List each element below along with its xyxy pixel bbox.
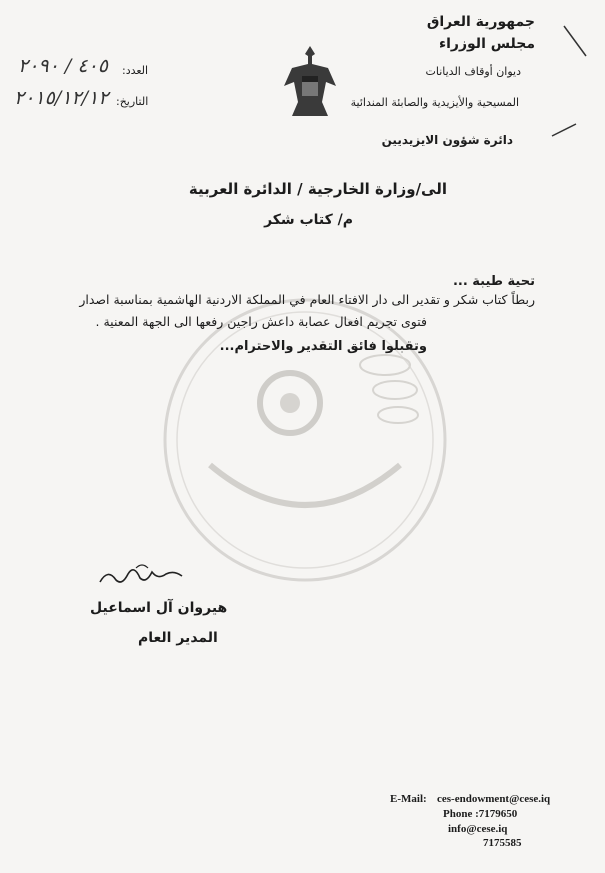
signatory-title: المدير العام — [138, 630, 218, 646]
watermark-seal — [150, 285, 460, 595]
date-value: ٢٠١٥/١٢/١٢ — [14, 87, 109, 109]
iraq-eagle-emblem-icon — [282, 42, 338, 122]
body-line-1: ربطاً كتاب شكر و تقدير الى دار الافتاء العام في المملكة الاردنية الهاشمية بمناسبة اصدار — [79, 292, 535, 307]
handwritten-signature — [96, 560, 186, 590]
phone-number-2: 7175585 — [483, 837, 522, 849]
email-link[interactable]: ces-endowment@cese.iq — [437, 793, 551, 805]
pen-stroke-top — [560, 22, 590, 62]
closing-line: وتقبلوا فائق التقدير والاحترام... — [219, 339, 427, 354]
email-link-2[interactable]: info@cese.iq — [448, 823, 508, 835]
email-label: E-Mail: — [390, 793, 427, 805]
subject-line: م/ كتاب شكر — [264, 212, 353, 228]
greeting: تحية طيبة ... — [452, 274, 535, 289]
endowment-name: المسيحية والأيزيدية والصابئة المندائية — [350, 96, 519, 109]
country-name: جمهورية العراق — [426, 14, 535, 30]
recipient-line: الى/وزارة الخارجية / الدائرة العربية — [188, 180, 447, 198]
phone-number-1: Phone :7179650 — [443, 808, 518, 820]
date-label: التاريخ: — [116, 95, 149, 108]
number-label: العدد: — [122, 64, 149, 77]
signatory-name: هيروان آل اسماعيل — [90, 600, 228, 616]
pen-stroke-mid — [550, 120, 580, 140]
directorate-name: ديوان أوقاف الديانات — [425, 65, 521, 78]
council-name: مجلس الوزراء — [438, 36, 535, 52]
number-value: ٤٠٥ / ٢٠٩٠ — [18, 55, 108, 77]
body-line-2: فتوى تجريم افعال عصابة داعش راجين رفعها الى الجهة المعنية . — [95, 314, 427, 329]
department-name: دائرة شؤون الايزيديين — [381, 133, 513, 147]
